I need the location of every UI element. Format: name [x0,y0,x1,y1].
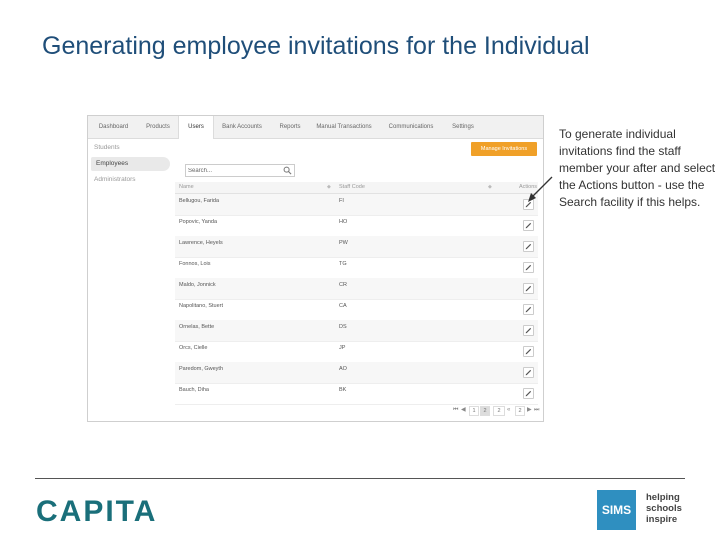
staff-code: AO [339,366,347,372]
total-pages: 2 [515,406,525,416]
first-page-icon[interactable]: ⏮ [453,407,459,413]
pencil-icon [525,222,532,229]
sidebar-item-employees[interactable]: Employees [91,157,170,171]
sidebar-item-students[interactable]: Students [94,144,120,151]
pencil-icon [525,285,532,292]
table-row[interactable] [175,215,538,237]
edit-action-button[interactable] [523,283,534,294]
pencil-icon [525,264,532,271]
table-row[interactable] [175,362,538,384]
slide-title: Generating employee invitations for the Individual [42,32,590,60]
sort-icon[interactable]: ◆ [488,184,492,190]
employee-name: Napolitano, Stuert [179,303,224,309]
staff-code: JP [339,345,346,351]
table-row[interactable] [175,194,538,216]
tagline-line: helping [646,492,680,503]
tagline [646,492,696,525]
table-row[interactable] [175,383,538,405]
table-row[interactable] [175,278,538,300]
pencil-icon [525,306,532,313]
last-page-icon[interactable]: ⏭ [534,407,540,413]
sort-icon[interactable]: ◆ [327,184,331,190]
manage-invitations-button[interactable]: Manage Invitations [471,142,537,156]
page-number-input[interactable]: 2 [493,406,505,416]
edit-action-button[interactable] [523,220,534,231]
pencil-icon [525,243,532,250]
tab-manual-transactions[interactable]: Manual Transactions [316,124,372,130]
edit-action-button[interactable] [523,346,534,357]
tab-settings[interactable]: Settings [452,124,474,130]
employee-name: Bellugou, Farida [179,198,220,204]
pencil-icon [525,348,532,355]
sims-logo: SIMS [597,490,636,530]
employee-name: Maldo, Jonnick [179,282,216,288]
next-page-icon[interactable]: ▶ [527,407,532,413]
header-name[interactable]: Name [179,184,194,190]
table-header [175,182,538,194]
search-input[interactable] [188,165,280,176]
tab-users[interactable]: Users [178,116,214,139]
tab-dashboard[interactable]: Dashboard [98,124,129,130]
tagline-line: schools [646,503,682,514]
sidebar-item-administrators[interactable]: Administrators [94,176,136,183]
tab-products[interactable]: Products [146,124,170,130]
pencil-icon [525,327,532,334]
arrow-icon [525,175,555,205]
staff-code: PW [339,240,348,246]
app-screenshot [87,115,544,422]
employee-name: Fonnos, Lois [179,261,211,267]
header-staff-code[interactable]: Staff Code [339,184,365,190]
instruction-text: To generate individual invitations find the staff member your after and select the Actions button - use the Search facility if this helps. [559,127,716,209]
table-row[interactable] [175,236,538,258]
capita-logo: CAPITA [36,495,158,528]
employee-name: Orcs, Cielle [179,345,208,351]
table-row[interactable] [175,257,538,279]
tab-reports[interactable]: Reports [279,124,301,130]
pencil-icon [525,369,532,376]
table-row[interactable] [175,341,538,363]
top-navigation [88,116,543,139]
tab-communications[interactable]: Communications [388,124,434,130]
search-box [185,164,295,177]
staff-code: DS [339,324,347,330]
staff-code: BK [339,387,347,393]
search-icon[interactable] [283,166,292,175]
page-2[interactable]: 2 [480,406,490,416]
pencil-icon [525,390,532,397]
header-actions: Actions [519,184,538,190]
tab-bank-accounts[interactable]: Bank Accounts [222,124,262,130]
edit-action-button[interactable] [523,325,534,336]
staff-code: HO [339,219,348,225]
staff-code: FI [339,198,344,204]
employee-name: Ornelas, Bette [179,324,215,330]
tagline-line: inspire [646,514,678,525]
employee-name: Bauch, Diha [179,387,209,393]
table-row[interactable] [175,320,538,342]
staff-code: TG [339,261,347,267]
staff-code: CR [339,282,347,288]
prev-page-icon[interactable]: ◀ [461,407,466,413]
edit-action-button[interactable] [523,388,534,399]
edit-action-button[interactable] [523,367,534,378]
employee-name: Lawrence, Heyels [179,240,223,246]
employee-name: Paredom, Gweyth [179,366,224,372]
footer-divider [35,478,685,479]
edit-action-button[interactable] [523,304,534,315]
next-page-icon[interactable]: « [507,407,511,413]
edit-action-button[interactable] [523,241,534,252]
staff-code: CA [339,303,347,309]
edit-action-button[interactable] [523,262,534,273]
table-row[interactable] [175,299,538,321]
employee-name: Popovic, Yanda [179,219,218,225]
page-1[interactable]: 1 [469,406,479,416]
